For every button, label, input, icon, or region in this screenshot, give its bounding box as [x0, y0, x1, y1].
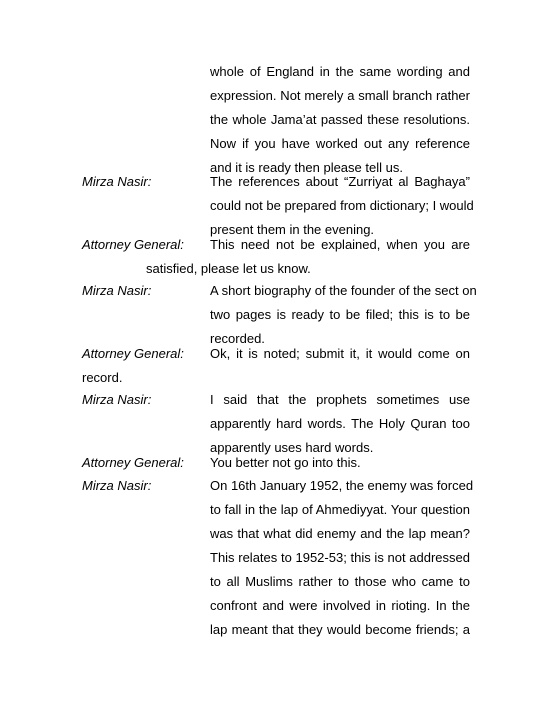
speaker-label: Mirza Nasir: — [82, 283, 152, 298]
speaker-label: Mirza Nasir: — [82, 478, 152, 493]
speaker-label: Mirza Nasir: — [82, 392, 152, 407]
text-line: the whole Jama’at passed these resolutions. — [210, 112, 470, 127]
text-line: was that what did enemy and the lap mean? — [210, 526, 470, 541]
text-line: Ok, it is noted; submit it, it would come on — [210, 346, 470, 361]
text-line: expression. Not merely a small branch rather — [210, 88, 470, 103]
text-line: I said that the prophets sometimes use — [210, 392, 470, 407]
speaker-label: Attorney General: — [82, 455, 184, 470]
text-line: apparently uses hard words. — [210, 440, 374, 455]
text-line: could not be prepared from dictionary; I would — [210, 198, 474, 213]
text-line: apparently hard words. The Holy Quran too — [210, 416, 470, 431]
text-line: On 16th January 1952, the enemy was forced — [210, 478, 474, 493]
text-line: Now if you have worked out any reference — [210, 136, 470, 151]
speaker-label: Attorney General: — [82, 346, 184, 361]
text-line: present them in the evening. — [210, 222, 375, 237]
text-line: recorded. — [210, 331, 265, 346]
text-line: record. — [82, 370, 123, 385]
text-line: and it is ready then please tell us. — [210, 160, 403, 175]
text-line: satisfied, please let us know. — [146, 261, 311, 276]
text-line: confront and were involved in rioting. In the — [210, 598, 470, 613]
text-line: to fall in the lap of Ahmediyyat. Your question — [210, 502, 470, 517]
text-line: whole of England in the same wording and — [210, 64, 470, 79]
text-line: A short biography of the founder of the sect on — [210, 283, 477, 298]
speaker-label: Mirza Nasir: — [82, 174, 152, 189]
text-line: This relates to 1952-53; this is not addressed — [210, 550, 470, 565]
speaker-label: Attorney General: — [82, 237, 184, 252]
text-line: two pages is ready to be filed; this is to be — [210, 307, 470, 322]
text-line: This need not be explained, when you are — [210, 237, 470, 252]
text-line: The references about “Zurriyat al Baghaya” — [210, 174, 470, 189]
text-line: You better not go into this. — [210, 455, 361, 470]
text-line: lap meant that they would become friends; a — [210, 622, 470, 637]
text-line: to all Muslims rather to those who came to — [210, 574, 470, 589]
